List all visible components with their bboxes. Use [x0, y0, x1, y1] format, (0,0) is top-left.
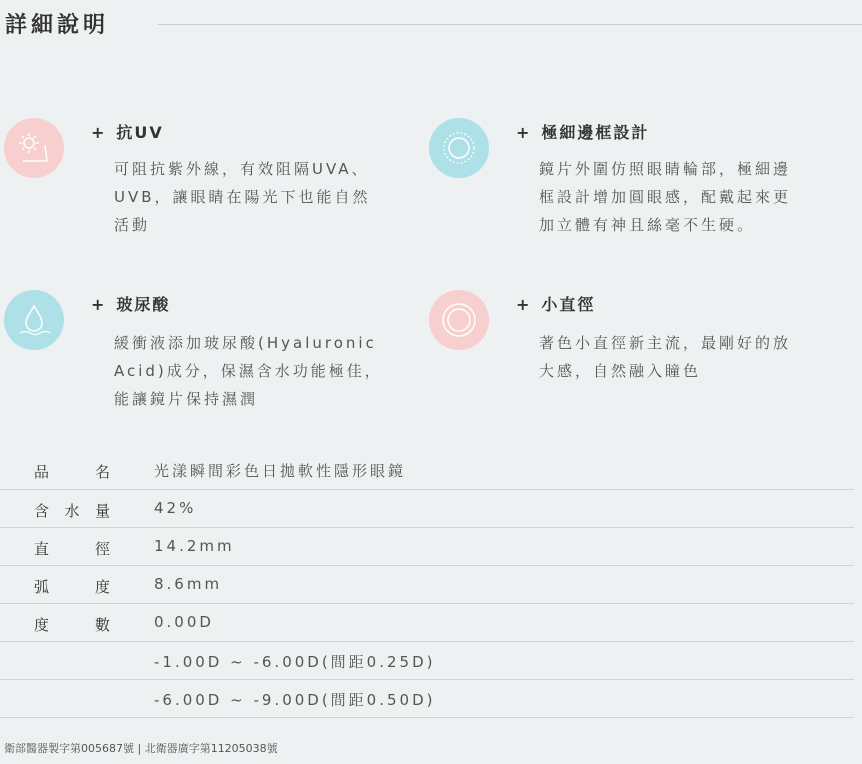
thin-rim-icon [429, 118, 489, 178]
spec-row [0, 451, 854, 490]
spec-value: 14.2mm [154, 537, 235, 555]
feature-title [516, 120, 649, 143]
sun-uv-icon [4, 118, 64, 178]
section-title: 詳細說明 [5, 13, 110, 38]
spec-row [0, 604, 854, 642]
feature-small-diameter [429, 290, 829, 430]
label-char: 徑 [94, 540, 110, 558]
spec-row [0, 528, 854, 566]
desc-line: 活動 [114, 216, 151, 234]
desc-line: 鏡片外圍仿照眼睛輪部，極細邊 [539, 160, 792, 178]
spec-value: 光漾瞬間彩色日拋軟性隱形眼鏡 [154, 462, 407, 480]
plus-icon: + [516, 295, 532, 314]
section-divider [158, 24, 862, 25]
spec-value: 42% [154, 499, 197, 517]
desc-line: 加立體有神且絲毫不生硬。 [539, 216, 756, 234]
desc-line: UVB，讓眼睛在陽光下也能自然 [114, 188, 371, 206]
plus-icon: + [91, 295, 107, 314]
desc-line: Acid)成分，保濕含水功能極佳， [114, 362, 383, 380]
feature-description [539, 155, 814, 239]
concentric-rings-icon [429, 290, 489, 350]
feature-title-text: 玻尿酸 [116, 295, 171, 314]
feature-thin-rim [429, 118, 829, 258]
spec-label [34, 461, 110, 482]
spec-value: 8.6mm [154, 575, 223, 593]
spec-value: -1.00D ~ -6.00D(間距0.25D) [154, 653, 436, 671]
license-footer: 衛部醫器製字第005687號 | 北衛器廣字第11205038號 [4, 742, 278, 755]
spec-value: 0.00D [154, 613, 214, 631]
water-drop-icon [4, 290, 64, 350]
feature-title-text: 抗UV [116, 123, 164, 142]
section-header [0, 6, 862, 46]
plus-icon: + [516, 123, 532, 142]
feature-title-text: 極細邊框設計 [541, 123, 650, 142]
feature-title [91, 120, 164, 143]
spec-row [0, 566, 854, 604]
spec-table [0, 451, 854, 718]
desc-line: 可阻抗紫外線，有效阻隔UVA、 [114, 160, 370, 178]
feature-title [516, 292, 595, 315]
desc-line: 能讓鏡片保持濕潤 [114, 390, 259, 408]
label-char: 含 [34, 502, 50, 520]
feature-hyaluronic [4, 290, 404, 430]
desc-line: 大感，自然融入瞳色 [539, 362, 702, 380]
label-char: 量 [94, 502, 110, 520]
label-char: 名 [94, 463, 110, 481]
spec-row [0, 680, 854, 718]
label-char: 水 [64, 502, 80, 520]
label-char: 數 [94, 616, 110, 634]
feature-description [114, 155, 389, 239]
spec-label [34, 576, 110, 597]
label-char: 品 [34, 463, 50, 481]
feature-title-text: 小直徑 [541, 295, 596, 314]
spec-label [34, 500, 110, 521]
plus-icon: + [91, 123, 107, 142]
feature-description [114, 329, 389, 413]
spec-value: -6.00D ~ -9.00D(間距0.50D) [154, 691, 436, 709]
desc-line: 緩衝液添加玻尿酸(Hyaluronic [114, 334, 377, 352]
spec-label [34, 614, 110, 635]
feature-uv [4, 118, 404, 258]
label-char: 度 [94, 578, 110, 596]
desc-line: 著色小直徑新主流，最剛好的放 [539, 334, 792, 352]
label-char: 度 [34, 616, 50, 634]
label-char: 弧 [34, 578, 50, 596]
desc-line: 框設計增加圓眼感，配戴起來更 [539, 188, 792, 206]
spec-label [34, 538, 110, 559]
feature-title [91, 292, 170, 315]
spec-row [0, 642, 854, 680]
label-char: 直 [34, 540, 50, 558]
spec-row [0, 490, 854, 528]
feature-description [539, 329, 814, 385]
